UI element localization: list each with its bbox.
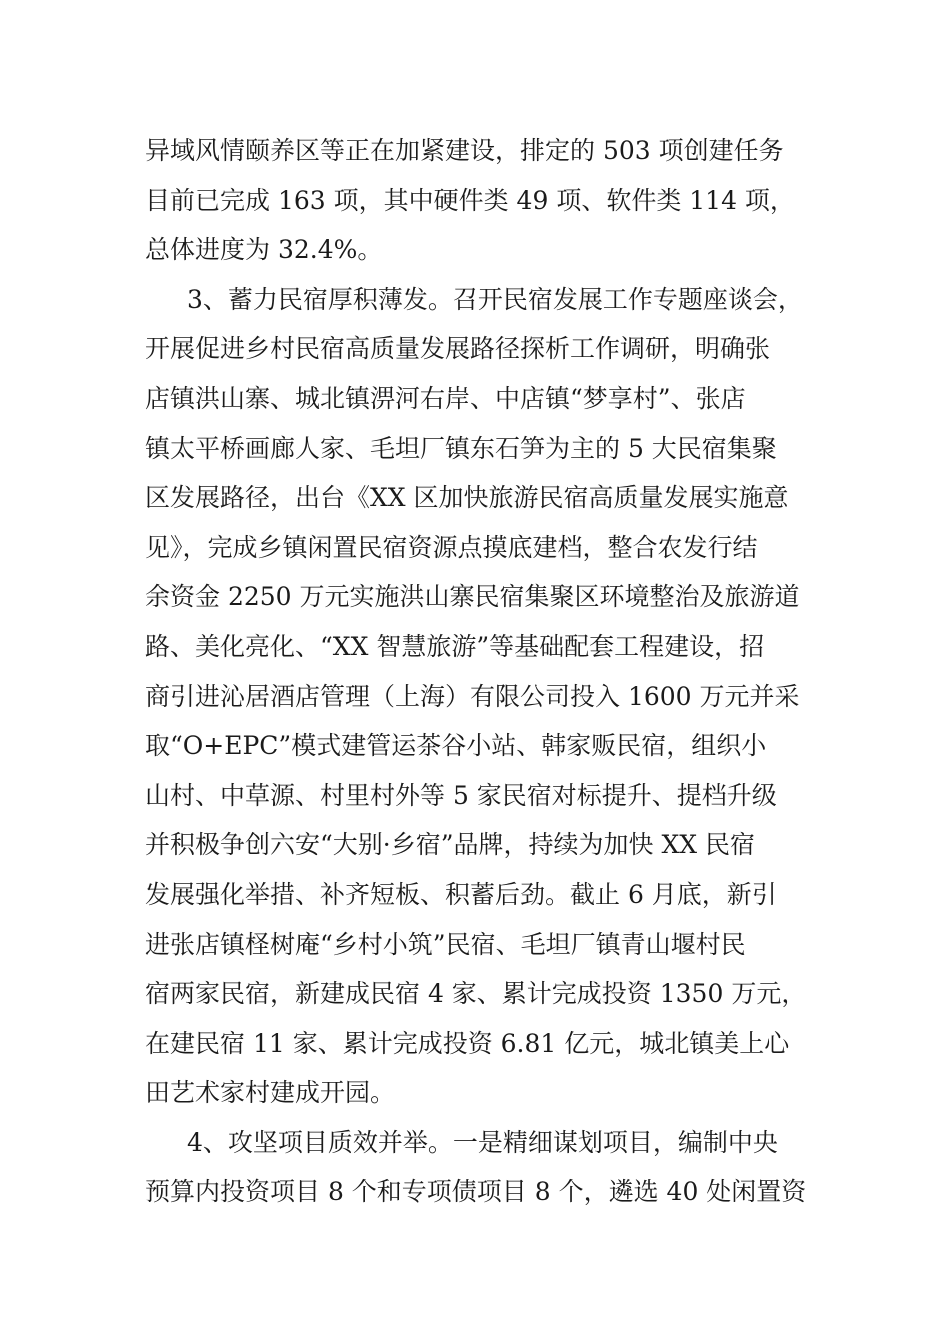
text-line: 余资金 2250 万元实施洪山寨民宿集聚区环境整治及旅游道 (145, 582, 800, 612)
text-line: 镇太平桥画廊人家、毛坦厂镇东石笋为主的 5 大民宿集聚 (145, 433, 777, 463)
text-line: 宿两家民宿，新建成民宿 4 家、累计完成投资 1350 万元， (145, 979, 807, 1009)
text-line: 取“O+EPC”模式建管运茶谷小站、韩家贩民宿，组织小 (145, 731, 767, 761)
text-line: 见》，完成乡镇闲置民宿资源点摸底建档，整合农发行结 (145, 532, 758, 562)
text-line: 进张店镇柽树庵“乡村小筑”民宿、毛坦厂镇青山堰村民 (145, 929, 746, 959)
text-line: 店镇洪山寨、城北镇淠河右岸、中店镇“梦享村”、张店 (145, 383, 746, 413)
text-line: 发展强化举措、补齐短板、积蓄后劲。截止 6 月底，新引 (145, 879, 777, 909)
text-line: 开展促进乡村民宿高质量发展路径探析工作调研，明确张 (145, 334, 771, 364)
text-line: 路、美化亮化、“XX 智慧旅游”等基础配套工程建设，招 (145, 631, 765, 661)
text-line: 预算内投资项目 8 个和专项债项目 8 个，遴选 40 处闲置资 (145, 1177, 807, 1207)
paragraph-3-start: 3、蓄力民宿厚积薄发。召开民宿发展工作专题座谈会， (187, 284, 803, 314)
text-line: 田艺术家村建成开园。 (145, 1078, 396, 1108)
text-line: 商引进沁居酒店管理（上海）有限公司投入 1600 万元并采 (145, 681, 800, 711)
text-line: 在建民宿 11 家、累计完成投资 6.81 亿元，城北镇美上心 (145, 1028, 790, 1058)
paragraph-4-start: 4、攻坚项目质效并举。一是精细谋划项目，编制中央 (187, 1127, 778, 1157)
text-line: 异域风情颐养区等正在加紧建设，排定的 503 项创建任务 (145, 136, 784, 165)
text-line: 山村、中草源、村里村外等 5 家民宿对标提升、提档升级 (145, 780, 777, 810)
body-text (145, 126, 825, 1217)
text-line: 总体进度为 32.4%。 (145, 235, 383, 265)
text-line: 区发展路径，出台《XX 区加快旅游民宿高质量发展实施意 (145, 483, 789, 513)
text-line: 并积极争创六安“大别·乡宿”品牌，持续为加快 XX 民宿 (145, 830, 755, 860)
text-line: 目前已完成 163 项，其中硬件类 49 项、软件类 114 项， (145, 185, 795, 215)
